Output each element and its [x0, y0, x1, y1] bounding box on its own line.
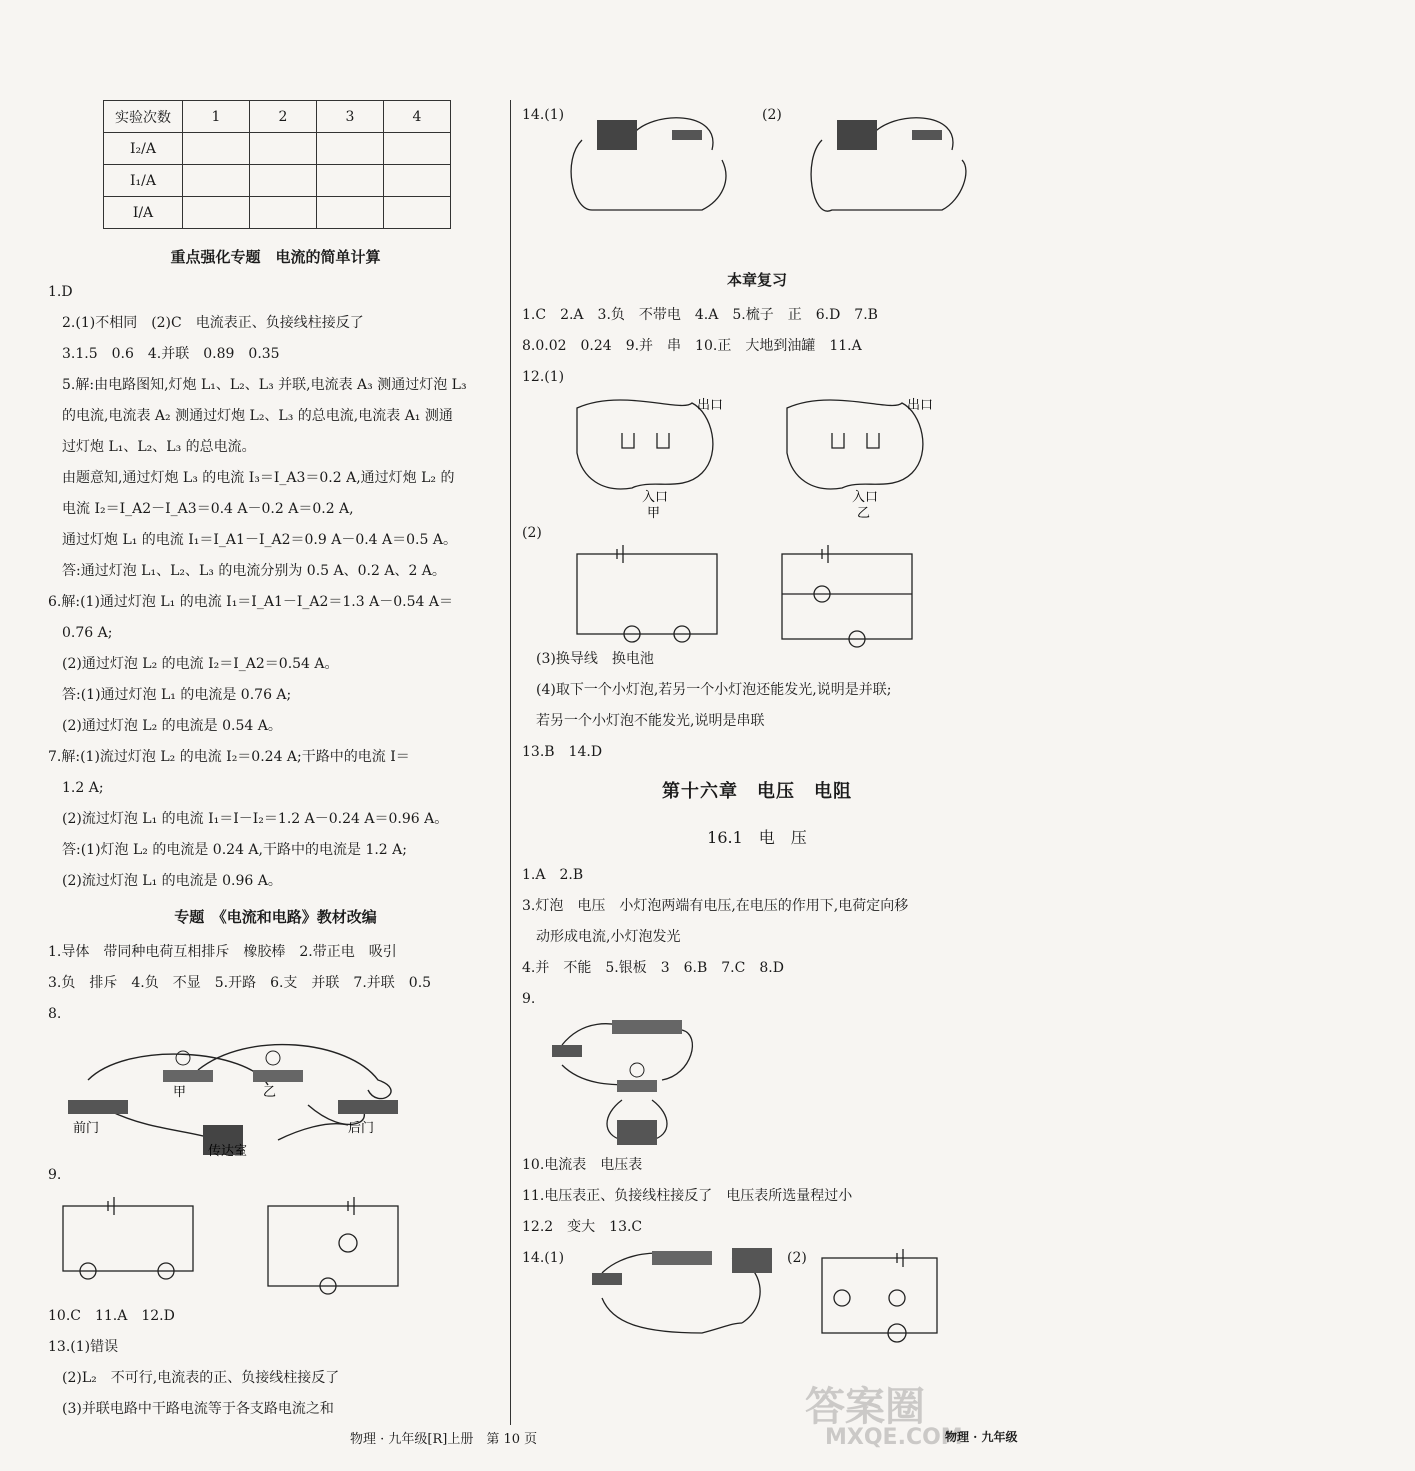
answer-line: 若另一个小灯泡不能发光,说明是串联 — [536, 713, 765, 729]
answer-line: 3.负 排斥 4.负 不显 5.开路 6.支 并联 7.并联 0.5 — [48, 975, 432, 991]
answer-line: 6.解:(1)通过灯泡 L₁ 的电流 I₁＝I_A1－I_A2＝1.3 A－0.54 A＝ — [48, 594, 453, 610]
answer-line: 10.电流表 电压表 — [522, 1157, 643, 1173]
answer-line: 3.1.5 0.6 4.并联 0.89 0.35 — [62, 346, 280, 362]
answer-line: 答:(1)通过灯泡 L₁ 的电流是 0.76 A; — [62, 687, 292, 703]
table-header-cell: 4 — [384, 101, 451, 133]
answer-line: 1.D — [48, 284, 73, 300]
answer-line: 7.解:(1)流过灯泡 L₂ 的电流 I₂＝0.24 A;干路中的电流 I＝ — [48, 749, 410, 765]
table-row-label: I₁/A — [104, 165, 183, 197]
answer-list — [48, 1301, 503, 1425]
answer-line: 过灯炮 L₁、L₂、L₃ 的总电流。 — [62, 439, 256, 455]
bulb-jia — [176, 1051, 190, 1065]
question-number: 9. — [48, 1167, 62, 1183]
answer-line: (4)取下一个小灯泡,若另一个小灯泡还能发光,说明是并联; — [536, 682, 892, 698]
entry-label: 入口 — [852, 490, 879, 505]
answer-list — [522, 1150, 992, 1243]
table-row — [104, 133, 451, 165]
table-header-cell: 实验次数 — [104, 101, 183, 133]
voltmeter-icon — [617, 1120, 657, 1145]
front-door-switch — [68, 1100, 128, 1114]
bulb-yi — [266, 1051, 280, 1065]
section-heading: 重点强化专题 电流的简单计算 — [170, 248, 381, 266]
watermark-url: MXQE.COM — [825, 1425, 963, 1450]
circuit-diagram-q14b — [522, 1243, 992, 1348]
answer-line: (2)通过灯泡 L₂ 的电流是 0.54 A。 — [62, 718, 282, 734]
watermark-logo: 答案圈 — [805, 1384, 925, 1430]
bulb-jia-base — [163, 1070, 213, 1082]
circuit-diagram-q12-2 — [522, 549, 992, 644]
answer-line: 12.2 变大 13.C — [522, 1219, 643, 1235]
left-column — [48, 100, 503, 1425]
table-row-label: I₂/A — [104, 133, 183, 165]
answer-line: 13.B 14.D — [522, 744, 603, 760]
table-header-cell: 1 — [183, 101, 250, 133]
footer-subject: 物理 · 九年级 — [945, 1430, 1018, 1444]
label-yi: 乙 — [263, 1085, 277, 1100]
answer-line: 10.C 11.A 12.D — [48, 1308, 175, 1324]
question-number: 14.(1) — [522, 107, 565, 123]
answer-line: 动形成电流,小灯泡发光 — [536, 929, 681, 945]
table-row — [104, 197, 451, 229]
answer-line: 1.C 2.A 3.负 不带电 4.A 5.梳子 正 6.D 7.B — [522, 307, 878, 323]
circuit-diagram-q9-voltage — [522, 1015, 992, 1150]
answer-line: 1.A 2.B — [522, 867, 584, 883]
answer-line: 由题意知,通过灯炮 L₃ 的电流 I₃＝I_A3＝0.2 A,通过灯炮 L₂ 的 — [62, 470, 455, 486]
right-column — [522, 100, 992, 1348]
answer-line: 答:(1)灯泡 L₂ 的电流是 0.24 A,干路中的电流是 1.2 A; — [62, 842, 407, 858]
question-number: 12.(1) — [522, 369, 565, 385]
circuit-diagram-q14 — [522, 100, 992, 260]
answer-line: 11.电压表正、负接线柱接反了 电压表所选量程过小 — [522, 1188, 853, 1204]
question-number: 9. — [522, 991, 536, 1007]
question-number: (2) — [522, 525, 542, 541]
answer-line: (2)通过灯泡 L₂ 的电流 I₂＝I_A2＝0.54 A。 — [62, 656, 339, 672]
answer-line: 3.灯泡 电压 小灯泡两端有电压,在电压的作用下,电荷定向移 — [522, 898, 909, 914]
footer-page-info: 物理 · 九年级[R]上册 第 10 页 — [350, 1432, 538, 1447]
table-row — [104, 165, 451, 197]
exit-label: 出口 — [907, 398, 934, 413]
label-back-door: 后门 — [348, 1121, 375, 1136]
battery-icon — [597, 120, 637, 150]
table-header-cell: 2 — [250, 101, 317, 133]
section-title: 16.1 电 压 — [707, 828, 807, 847]
answer-list — [48, 937, 503, 999]
maze-diagram-q12 — [522, 393, 992, 521]
back-door-switch — [338, 1100, 398, 1114]
switch-icon — [672, 130, 702, 140]
answer-list — [522, 644, 992, 768]
table-header-cell: 3 — [317, 101, 384, 133]
circuit-diagram-q8 — [48, 1030, 503, 1160]
answer-line: 0.76 A; — [62, 625, 113, 641]
answer-line: (3)并联电路中干路电流等于各支路电流之和 — [62, 1401, 334, 1417]
answer-list — [522, 300, 992, 362]
column-divider — [510, 100, 511, 1425]
answer-line: 4.并 不能 5.银板 3 6.B 7.C 8.D — [522, 960, 784, 976]
section-heading: 专题 《电流和电路》教材改编 — [174, 908, 377, 926]
answer-line: 电流 I₂＝I_A2－I_A3＝0.4 A－0.2 A＝0.2 A, — [62, 501, 354, 517]
q14-figure-row — [522, 100, 992, 260]
switch-icon — [912, 130, 942, 140]
bulb-icon — [630, 1063, 644, 1077]
answer-list — [522, 860, 992, 984]
circuit-diagram-q9 — [48, 1191, 503, 1301]
question-number: (2) — [787, 1250, 807, 1266]
label-jia: 甲 — [173, 1085, 187, 1100]
answer-line: 5.解:由电路图知,灯炮 L₁、L₂、L₃ 并联,电流表 A₃ 测通过灯泡 L₃ — [62, 377, 467, 393]
entry-label: 入口 — [642, 490, 669, 505]
chapter-title: 第十六章 电压 电阻 — [662, 781, 852, 802]
question-number: 14.(1) — [522, 1250, 565, 1266]
bulb-yi-base — [253, 1070, 303, 1082]
answer-line: 8.0.02 0.24 9.并 串 10.正 大地到油罐 11.A — [522, 338, 862, 354]
experiment-table — [103, 100, 451, 229]
answer-line: (2)L₂ 不可行,电流表的正、负接线柱接反了 — [62, 1370, 340, 1386]
switch-icon — [552, 1045, 582, 1057]
section-heading: 本章复习 — [726, 271, 787, 289]
label-guardroom: 传达室 — [208, 1144, 248, 1159]
answer-line: 的电流,电流表 A₂ 测通过灯炮 L₂、L₃ 的总电流,电流表 A₁ 测通 — [62, 408, 453, 424]
answer-line: (2)流过灯泡 L₁ 的电流 I₁＝I－I₂＝1.2 A－0.24 A＝0.96 A。 — [62, 811, 449, 827]
bulb-base — [617, 1080, 657, 1092]
answer-list — [48, 277, 503, 897]
label-yi: 乙 — [857, 506, 871, 521]
battery-icon — [612, 1020, 682, 1034]
answer-line: 1.2 A; — [62, 780, 104, 796]
battery-icon — [652, 1251, 712, 1265]
label-jia: 甲 — [647, 506, 661, 521]
answer-line: 1.导体 带同种电荷互相排斥 橡胶棒 2.带正电 吸引 — [48, 944, 397, 960]
answer-line: 通过灯炮 L₁ 的电流 I₁＝I_A1－I_A2＝0.9 A－0.4 A＝0.5 A。 — [62, 532, 457, 548]
label-front-door: 前门 — [73, 1121, 100, 1136]
answer-line: 答:通过灯泡 L₁、L₂、L₃ 的电流分别为 0.5 A、0.2 A、2 A。 — [62, 563, 446, 579]
answer-line: (2)流过灯泡 L₁ 的电流是 0.96 A。 — [62, 873, 282, 889]
answer-line: 13.(1)错误 — [48, 1339, 119, 1355]
q14b-figure-row — [522, 1243, 992, 1348]
table-row-label: I/A — [104, 197, 183, 229]
question-number: (2) — [762, 107, 782, 123]
answer-line: (3)换导线 换电池 — [536, 651, 654, 667]
switch-icon — [592, 1273, 622, 1285]
answer-line: 2.(1)不相同 (2)C 电流表正、负接线柱接反了 — [62, 315, 364, 331]
voltmeter-icon — [732, 1248, 772, 1273]
exit-label: 出口 — [697, 398, 724, 413]
question-number: 8. — [48, 1006, 62, 1022]
table-header-row — [104, 101, 451, 133]
battery-icon — [837, 120, 877, 150]
